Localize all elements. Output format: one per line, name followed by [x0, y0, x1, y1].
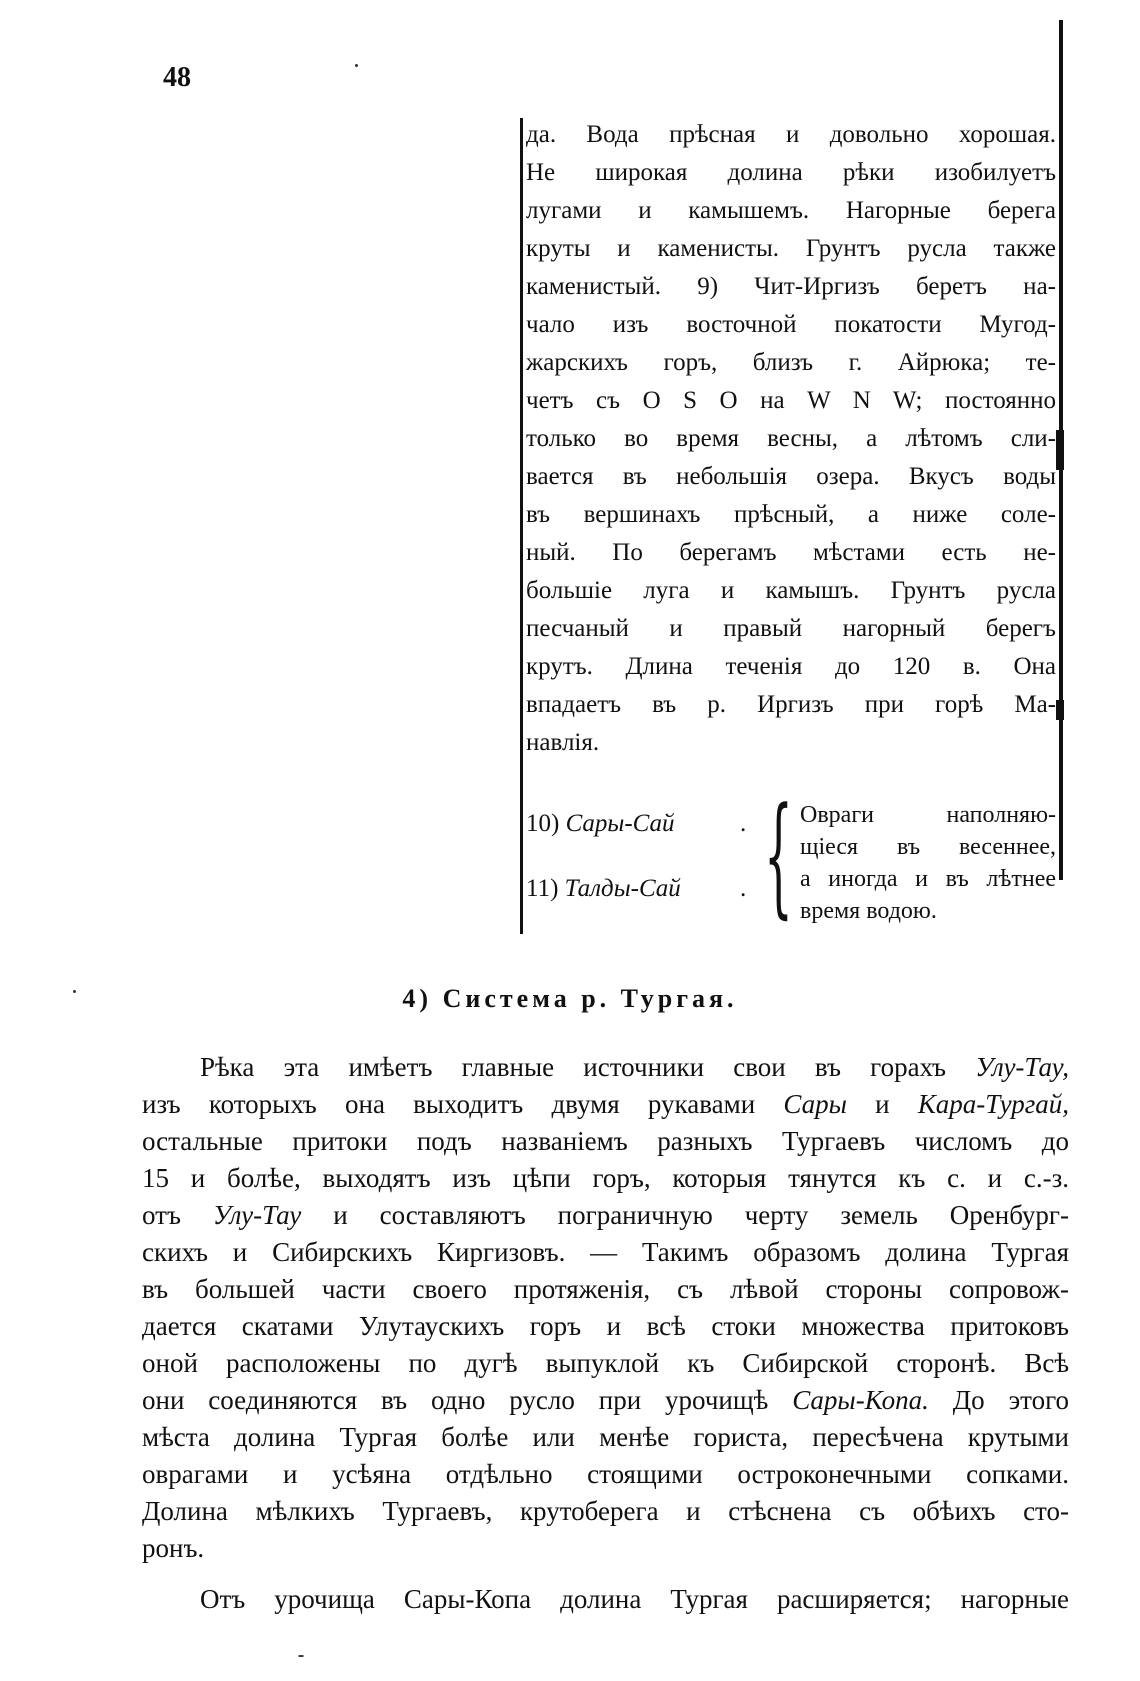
column-line: въ вершинахъ прѣсный, а ниже соле- [526, 501, 1056, 528]
column-line: Не широкая долина рѣки изобилуетъ [526, 159, 1056, 186]
body-line: дается скатами Улутаускихъ горъ и всѣ стоки множества притоковъ [142, 1311, 1069, 1341]
body-line: въ большей части своего протяженія, съ лѣвой стороны сопровож- [142, 1274, 1069, 1304]
column-line: чало изъ восточной покатости Мугод- [526, 311, 1056, 338]
column-line: круты и каменисты. Грунтъ русла также [526, 235, 1056, 262]
page-number: 48 [163, 62, 191, 93]
ravine-number: 11) [526, 875, 559, 902]
column-line: каменистый. 9) Чит-Иргизъ беретъ на- [526, 273, 1056, 300]
column-line: только во время весны, а лѣтомъ сли- [526, 425, 1056, 452]
body-line: Рѣка эта имѣетъ главные источники свои въ горахъ Улу-Тау, [200, 1052, 1069, 1082]
column-line: впадаетъ въ р. Иргизъ при горѣ Ма- [526, 691, 1056, 718]
ravine-note-line: Овраги наполняю- [800, 802, 1056, 828]
body-line: мѣста долина Тургая болѣе или менѣе гориста, пересѣчена крутыми [142, 1422, 1069, 1452]
column-line: навлія. [526, 729, 600, 756]
body-line: оврагами и усѣяна отдѣльно стоящими остроконечными сопками. [142, 1459, 1069, 1489]
body-line: остальные притоки подъ названіемъ разныхъ Тургаевъ числомъ до [142, 1126, 1069, 1156]
scan-smudge [355, 64, 358, 67]
column-line: жарскихъ горъ, близъ г. Айрюка; те- [526, 349, 1056, 376]
body-line: изъ которыхъ она выходитъ двумя рукавами Сары и Кара-Тургай, [142, 1089, 1070, 1119]
section-title: 4) Система р. Тургая. [402, 984, 738, 1013]
ravine-note-line: а иногда и въ лѣтнее [800, 866, 1056, 892]
body-line: отъ Улу-Тау и составляютъ пограничную черту земель Оренбург- [142, 1200, 1069, 1230]
body-line: скихъ и Сибирскихъ Киргизовъ. — Такимъ образомъ долина Тургая [142, 1237, 1069, 1267]
body-line: Отъ урочища Сары-Копа долина Тургая расширяется; нагорные [200, 1584, 1069, 1614]
ravine-note-line: время водою. [800, 898, 937, 924]
body-line: Долина мѣлкихъ Тургаевъ, крутоберега и стѣснена съ обѣихъ сто- [142, 1496, 1069, 1526]
column-line: вается въ небольшія озера. Вкусъ воды [526, 463, 1056, 490]
ravine-number: 10) [526, 810, 560, 837]
column-rule [520, 118, 523, 934]
column-line: четъ съ O S O на W N W; постоянно [526, 387, 1056, 414]
body-line: 15 и болѣе, выходятъ изъ цѣпи горъ, которыя тянутся къ с. и с.-з. [142, 1163, 1069, 1193]
curly-brace: { [764, 779, 793, 931]
column-line: лугами и камышемъ. Нагорные берега [526, 197, 1056, 224]
ravine-dot: . [740, 810, 747, 837]
body-line: они соединяются въ одно русло при урочищѣ Сары-Копа. До этого [142, 1385, 1069, 1415]
right-margin-tick [1056, 430, 1064, 470]
column-line: песчаный и правый нагорный берегъ [526, 615, 1056, 642]
ravine-name: Сары-Сай [565, 810, 675, 837]
ravine-item [526, 875, 747, 903]
body-line: ронъ. [142, 1533, 205, 1563]
scan-smudge [73, 990, 76, 993]
ravine-name: Талды-Сай [564, 875, 681, 902]
scan-smudge [298, 1655, 304, 1657]
column-line: крутъ. Длина теченія до 120 в. Она [526, 653, 1056, 680]
body-line: оной расположены по дугѣ выпуклой къ Сибирской сторонѣ. Всѣ [142, 1348, 1069, 1378]
ravine-note-line: щіеся въ весеннее, [800, 834, 1056, 860]
right-margin-tick [1056, 700, 1064, 720]
ravine-dot: . [740, 875, 747, 902]
column-line: ный. По берегамъ мѣстами есть не- [526, 539, 1056, 566]
column-line: да. Вода прѣсная и довольно хорошая. [526, 121, 1056, 148]
ravine-item [526, 810, 747, 838]
column-line: большіе луга и камышъ. Грунтъ русла [526, 577, 1056, 604]
